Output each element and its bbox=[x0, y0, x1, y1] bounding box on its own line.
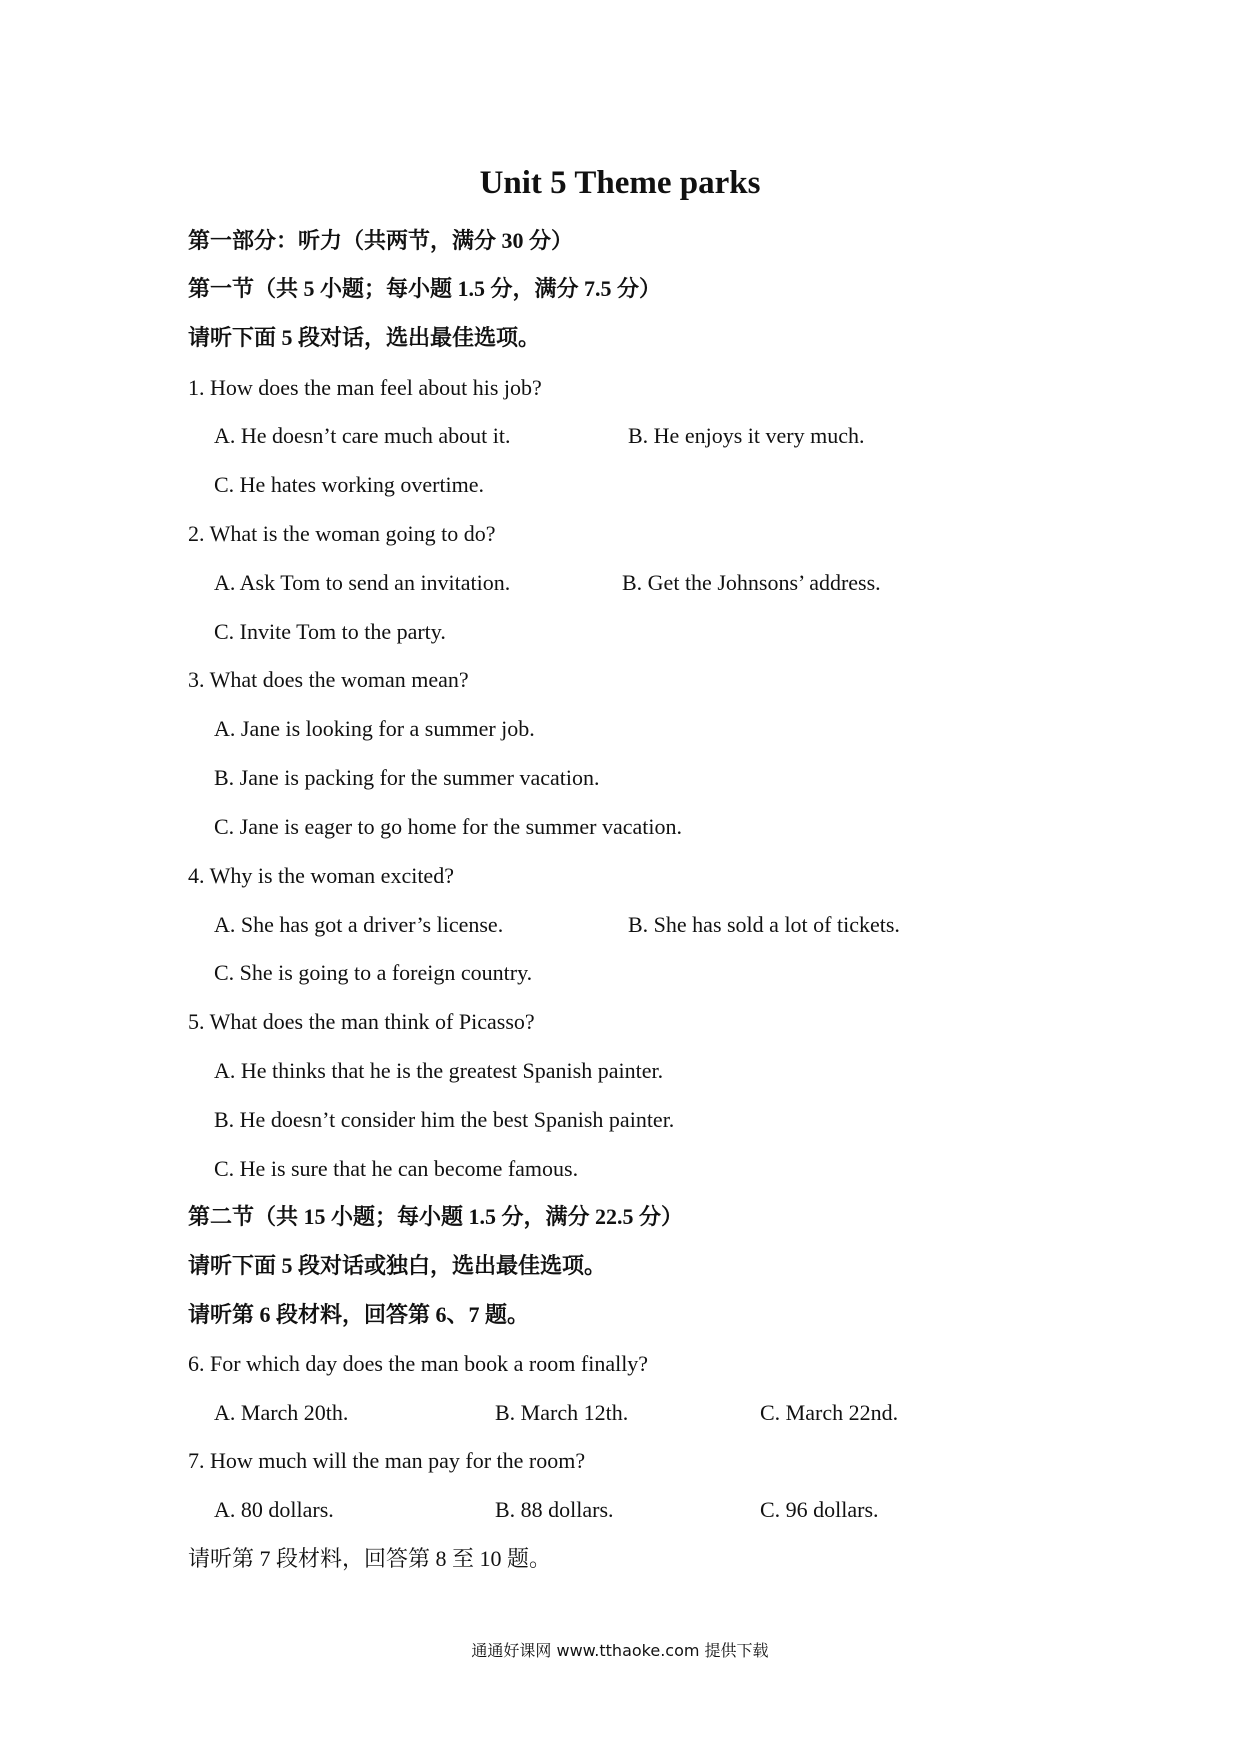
question-6-option-a: A. March 20th. bbox=[214, 1400, 349, 1425]
question-2-option-a: A. Ask Tom to send an invitation. bbox=[214, 570, 511, 595]
section2-instruction: 请听下面 5 段对话或独白，选出最佳选项。 bbox=[188, 1253, 607, 1278]
question-5-option-c: C. He is sure that he can become famous. bbox=[214, 1156, 579, 1181]
question-7-option-b: B. 88 dollars. bbox=[495, 1497, 614, 1522]
question-5-option-a: A. He thinks that he is the greatest Spanish painter. bbox=[214, 1058, 664, 1083]
question-7-option-c: C. 96 dollars. bbox=[760, 1497, 879, 1522]
question-1-option-c: C. He hates working overtime. bbox=[214, 472, 485, 497]
section2-heading: 第二节（共 15 小题；每小题 1.5 分，满分 22.5 分） bbox=[188, 1204, 684, 1229]
question-3-option-a: A. Jane is looking for a summer job. bbox=[214, 716, 535, 741]
question-2: 2. What is the woman going to do? bbox=[188, 521, 496, 546]
question-3: 3. What does the woman mean? bbox=[188, 667, 469, 692]
question-2-option-b: B. Get the Johnsons’ address. bbox=[622, 570, 881, 595]
question-4-option-a: A. She has got a driver’s license. bbox=[214, 912, 504, 937]
question-6: 6. For which day does the man book a room finally? bbox=[188, 1351, 649, 1376]
page-footer: 通通好课网 www.tthaoke.com 提供下载 bbox=[471, 1641, 769, 1660]
question-6-option-b: B. March 12th. bbox=[495, 1400, 629, 1425]
question-4-option-c: C. She is going to a foreign country. bbox=[214, 960, 533, 985]
question-2-option-c: C. Invite Tom to the party. bbox=[214, 619, 446, 644]
section1-heading: 第一节（共 5 小题；每小题 1.5 分，满分 7.5 分） bbox=[188, 276, 662, 301]
question-7-option-a: A. 80 dollars. bbox=[214, 1497, 334, 1522]
question-4-option-b: B. She has sold a lot of tickets. bbox=[628, 912, 900, 937]
page-title: Unit 5 Theme parks bbox=[479, 165, 761, 201]
section1-instruction: 请听下面 5 段对话，选出最佳选项。 bbox=[188, 325, 541, 350]
question-1-option-a: A. He doesn’t care much about it. bbox=[214, 423, 511, 448]
question-7: 7. How much will the man pay for the room? bbox=[188, 1448, 586, 1473]
question-1-option-b: B. He enjoys it very much. bbox=[628, 423, 865, 448]
material-6-heading: 请听第 6 段材料，回答第 6、7 题。 bbox=[188, 1302, 530, 1327]
question-4: 4. Why is the woman excited? bbox=[188, 863, 454, 888]
part1-heading: 第一部分：听力（共两节，满分 30 分） bbox=[188, 228, 574, 253]
question-3-option-c: C. Jane is eager to go home for the summer vacation. bbox=[214, 814, 682, 839]
question-3-option-b: B. Jane is packing for the summer vacation. bbox=[214, 765, 600, 790]
material-7-heading: 请听第 7 段材料，回答第 8 至 10 题。 bbox=[188, 1546, 552, 1571]
question-5: 5. What does the man think of Picasso? bbox=[188, 1009, 535, 1034]
question-1: 1. How does the man feel about his job? bbox=[188, 375, 542, 400]
question-6-option-c: C. March 22nd. bbox=[760, 1400, 899, 1425]
question-5-option-b: B. He doesn’t consider him the best Spanish painter. bbox=[214, 1107, 675, 1132]
